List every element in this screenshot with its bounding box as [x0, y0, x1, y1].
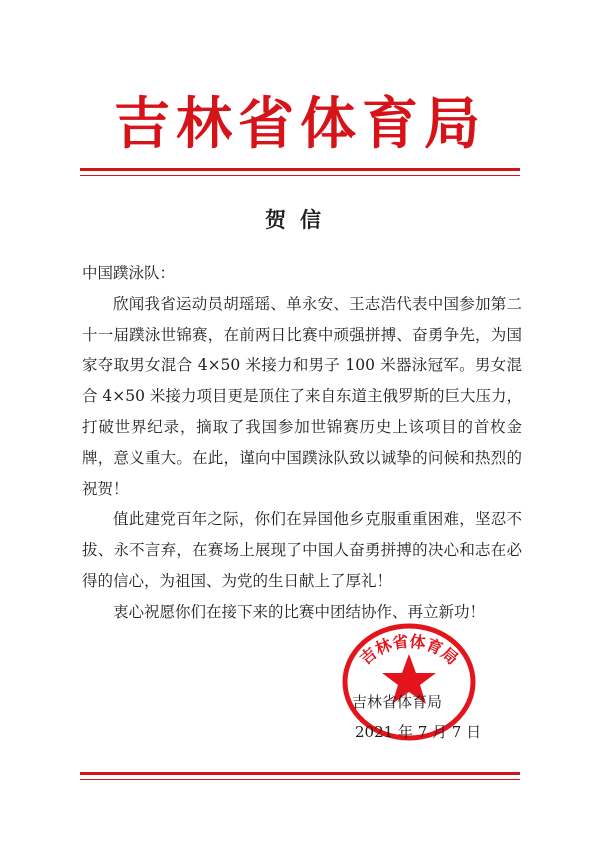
body-paragraph-1: 欣闻我省运动员胡瑶瑶、单永安、王志浩代表中国参加第二十一届蹼泳世锦赛，在前两日比赛中顽强拼搏、奋勇争先，为国家夺取男女混合 4×50 米接力和男子 100 米器泳冠军。男女混合 4×50 米接力项目更是顶住了来自东道主俄罗斯的巨大压力，打破世界纪录，摘取了我国参加世锦赛历史上该项目的首枚金牌，意义重大。在此，谨向中国蹼泳队致以诚挚的问候和热烈的祝贺！ — [82, 294, 522, 498]
footer-rule-thick — [80, 772, 520, 775]
body-paragraph-2: 值此建党百年之际，你们在异国他乡克服重重困难，坚忍不拔、永不言弃，在赛场上展现了中国人奋勇拼搏的决心和志在必得的信心，为祖国、为党的生日献上了厚礼！ — [82, 510, 522, 590]
signature-organization: 吉林省体育局 — [352, 693, 443, 711]
salutation: 中国蹼泳队： — [82, 264, 176, 282]
document-title: 贺信 — [265, 207, 335, 232]
letterhead-rule-thick — [80, 168, 520, 171]
body-paragraph-3: 衷心祝愿你们在接下来的比赛中团结协作、再立新功！ — [113, 602, 486, 621]
letter-body — [82, 258, 522, 628]
letterhead-title: 吉林省体育局 — [114, 91, 486, 157]
signature-date: 2021 年 7 月 7 日 — [355, 723, 482, 741]
seal-text: 吉林省体育局 — [356, 631, 462, 669]
footer-rule-thin — [80, 779, 520, 780]
letterhead-rule-thin — [80, 175, 520, 176]
